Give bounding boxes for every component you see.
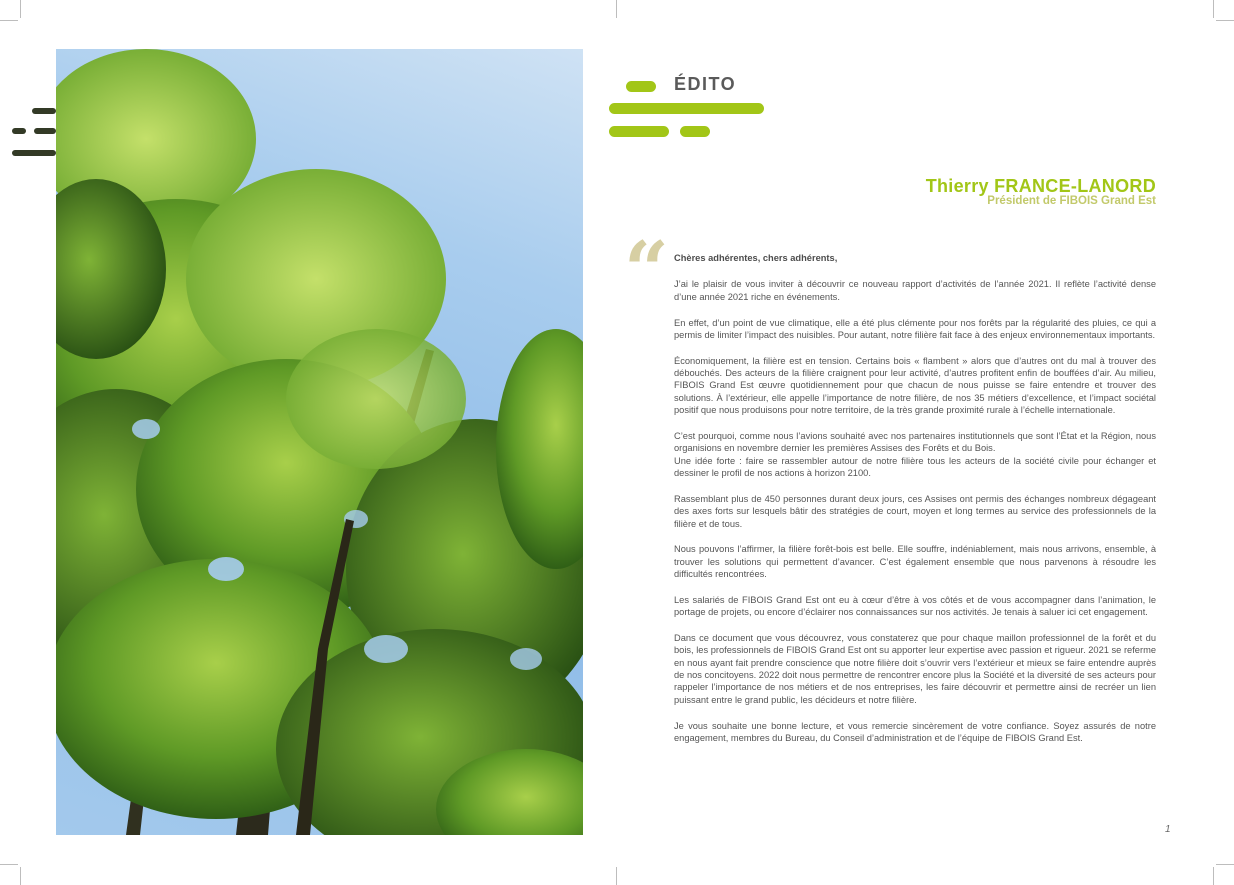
crop-mark (0, 864, 18, 865)
tree-illustration (56, 49, 583, 835)
letter-paragraph: Je vous souhaite une bonne lecture, et vous remercie sincèrement de votre confiance. Soyez assurés de notre engagement, membres du Bureau, du Conseil d’administration et de l’équipe de FIBOIS Grand Est. (674, 720, 1156, 743)
crop-mark (0, 20, 18, 21)
letter-paragraph: Une idée forte : faire se rassembler autour de notre filière tous les acteurs de la société civile pour échanger et dessiner le profil de nos actions à horizon 2100. (674, 455, 1156, 478)
letter-greeting: Chères adhérentes, chers adhérents, (674, 253, 838, 263)
tree-canopy-photo (56, 49, 583, 835)
letter-paragraph: Les salariés de FIBOIS Grand Est ont eu à cœur d’être à vos côtés et de vous accompagner dans l’animation, le portage de projets, ou encore d’éclairer nos connaissances sur nos activités. Je tenais à saluer ici cet engagement. (674, 594, 1156, 618)
page-number: 1 (1165, 824, 1171, 835)
crop-mark (1213, 0, 1214, 18)
letter-paragraph: Économiquement, la filière est en tension. Certains bois « flambent » alors que d’autres ont du mal à trouver des débouchés. Des acteurs de la filière craignent pour leur activité, d’autres profitent enfin de bouffées d’air. Au milieu, FIBOIS Grand Est œuvre quotidiennement pour que chacun de nous puisse se faire entendre et trouver des solutions. À l’extérieur, elle appelle l’importance de notre filière, de nos 35 métiers d’excellence, et l’impact sociétal positif que nous produisons pour notre territoire, de la très grande proximité rurale à l’échelle internationale. (674, 355, 1156, 416)
letter-paragraph: Rassemblant plus de 450 personnes durant deux jours, ces Assises ont permis des échanges nombreux dégageant des axes forts sur lesquels bâtir des stratégies de court, moyen et long termes au service des professionnels de la filière et de tous. (674, 493, 1156, 529)
crop-mark (616, 867, 617, 885)
letter-paragraph: Dans ce document que vous découvrez, vous constaterez que pour chaque maillon professionnel de la forêt et du bois, les professionnels de FIBOIS Grand Est ont su apporter leur expertise avec passion et rigueur. 2021 se referme en nous ayant fait prendre conscience que notre filière doit s’ouvrir vers l’extérieur et mieux se faire entendre auprès de nos concitoyens. 2022 doit nous permettre de rencontrer encore plus la Société et la diversité de ses acteurs pour rappeler l’importance de nos métiers et de nos entreprises, les faire découvrir et permettre ainsi de recréer un lien puissant entre le grand public, les décideurs et notre filière. (674, 633, 1156, 705)
author-name: Thierry FRANCE-LANORD (925, 176, 1156, 196)
crop-mark (1216, 20, 1234, 21)
author-role: Président de FIBOIS Grand Est (987, 195, 1156, 207)
letter-paragraph: C’est pourquoi, comme nous l’avions souhaité avec nos partenaires institutionnels que sont l’État et la Région, nous organisions en novembre dernier les premières Assises des Forêts et du Bois. (674, 430, 1156, 454)
crop-mark (616, 0, 617, 18)
letter-paragraph: En effet, d’un point de vue climatique, elle a été plus clémente pour nos forêts par la régularité des pluies, ce qui a permis de limiter l’impact des nuisibles. Pour autant, notre filière fait face à des enjeux environnementaux importants. (674, 317, 1156, 340)
section-title: ÉDITO (674, 74, 737, 94)
accent-pill (609, 103, 764, 114)
decorative-bars (12, 104, 56, 164)
crop-mark (20, 0, 21, 18)
crop-mark (20, 867, 21, 885)
accent-pill (626, 81, 656, 92)
crop-mark (1213, 867, 1214, 885)
accent-pill (680, 126, 710, 137)
letter-paragraph: J’ai le plaisir de vous inviter à découvrir ce nouveau rapport d’activités de l’année 2021. Il reflète l’activité dense d’une année 2021 riche en événements. (674, 279, 1156, 302)
letter-paragraph: Nous pouvons l’affirmer, la filière forêt-bois est belle. Elle souffre, indéniablement, mais nous arrivons, ensemble, à trouver les solutions qui permettent d’avancer. C’est également ensemble que nous parvenons à résoudre les difficultés rencontrées. (674, 544, 1156, 580)
quote-mark-icon: “ (624, 225, 669, 316)
crop-mark (1216, 864, 1234, 865)
accent-pill (609, 126, 669, 137)
letter-body (674, 252, 1156, 758)
